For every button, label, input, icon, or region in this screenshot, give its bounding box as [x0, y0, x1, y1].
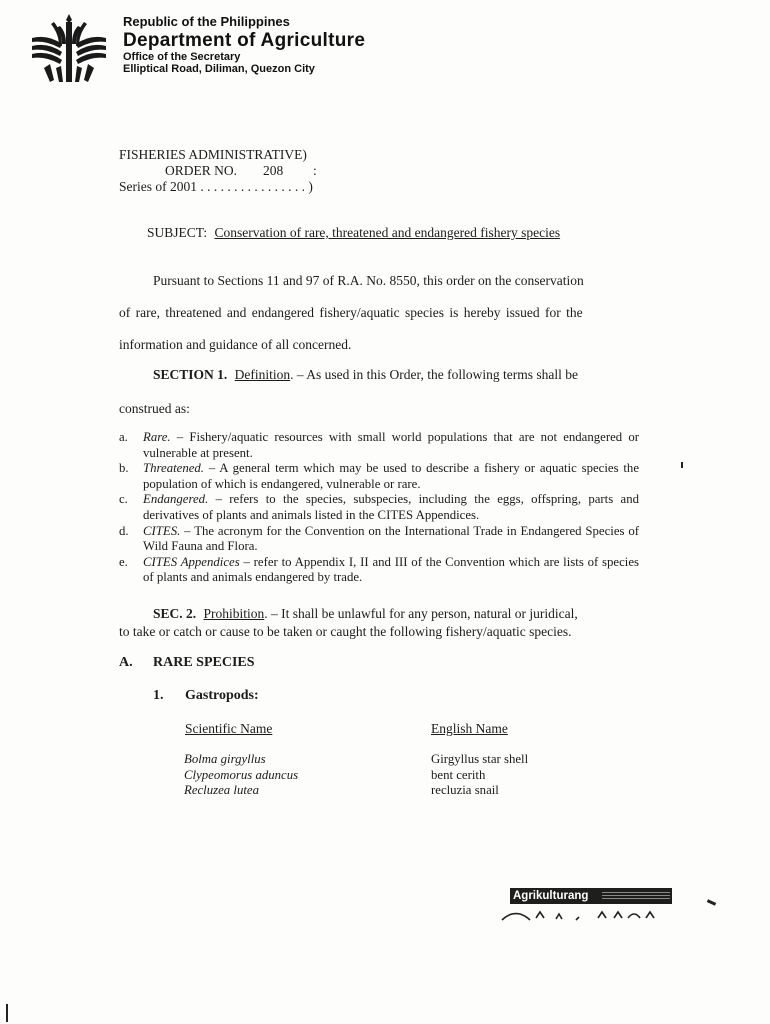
order-number-label: ORDER NO.: [165, 163, 238, 178]
english-name-column: [431, 752, 528, 799]
english-name-header: English Name: [431, 721, 508, 736]
letterhead-republic: Republic of the Philippines: [123, 14, 290, 29]
badge-script-decoration: [500, 906, 670, 924]
subject-line: [147, 225, 560, 241]
gastropods-number: 1.: [153, 688, 164, 703]
definition-text: – refers to the species, subspecies, including the eggs, offspring, parts and derivatives of plants and animals listed in the CITES Appendices.: [143, 492, 639, 522]
list-marker: e.: [119, 554, 128, 569]
section-2-number: SEC. 2.: [153, 606, 197, 621]
table-row: bent cerith: [431, 767, 486, 782]
definition-term: CITES Appendices: [143, 554, 240, 569]
section-2-continuation: to take or catch or cause to be taken or caught the following fishery/aquatic species.: [119, 624, 572, 639]
preamble-line-3: information and guidance of all concerned.: [119, 337, 352, 352]
definition-text: – The acronym for the Convention on the International Trade in Endangered Species of Wild Fauna and Flora.: [143, 523, 639, 554]
table-row: Recluzea lutea: [184, 783, 259, 797]
badge-label: Agrikulturang: [513, 890, 589, 902]
section-1-continuation: construed as:: [119, 401, 190, 416]
list-item: [119, 430, 639, 461]
scan-mark: [707, 899, 716, 906]
list-item: [119, 461, 639, 492]
section-2-heading: [153, 606, 578, 622]
preamble-line-1: Pursuant to Sections 11 and 97 of R.A. No. 8550, this order on the conservation: [153, 273, 584, 288]
order-number: 208: [263, 163, 284, 178]
section-1-text: . – As used in this Order, the following terms shall be: [290, 367, 578, 382]
rare-species-title: RARE SPECIES: [153, 655, 255, 670]
list-item: [119, 555, 639, 586]
definition-term: Endangered.: [143, 492, 209, 507]
scan-mark: [681, 462, 683, 468]
scan-mark: [6, 1004, 8, 1022]
department-seal-logo: [30, 12, 108, 84]
gastropods-title: Gastropods:: [185, 688, 259, 703]
table-row: recluzia snail: [431, 783, 499, 797]
list-item: [119, 492, 639, 523]
list-marker: b.: [119, 461, 129, 476]
order-colon: :: [313, 163, 317, 178]
subject-label: SUBJECT:: [147, 225, 208, 240]
scientific-name-header: Scientific Name: [185, 721, 273, 736]
scientific-name-column: [184, 752, 298, 799]
section-1-heading: [153, 367, 578, 383]
table-row: Clypeomorus aduncus: [184, 767, 299, 782]
list-marker: c.: [119, 492, 128, 507]
list-item: [119, 524, 639, 555]
table-row: Girgyllus star shell: [431, 752, 529, 766]
definition-text: – A general term which may be used to describe a fishery or aquatic species the population of which is endangered, vulnerable or rare.: [143, 461, 639, 491]
definition-text: – Fishery/aquatic resources with small world populations that are not endangered or vulnerable at present.: [143, 430, 639, 460]
definition-term: Rare.: [143, 430, 171, 444]
agrikulturang-badge: [510, 888, 672, 904]
definition-text: – refer to Appendix I, II and III of the Convention which are lists of species of plants and animals endangered by trade.: [143, 554, 639, 585]
section-1-number: SECTION 1.: [153, 367, 228, 382]
letterhead-office: Office of the Secretary: [123, 51, 241, 63]
table-row: Bolma girgyllus: [184, 752, 266, 766]
list-marker: a.: [119, 430, 128, 444]
letterhead-address: Elliptical Road, Diliman, Quezon City: [123, 63, 315, 75]
definition-term: Threatened.: [143, 461, 205, 476]
section-1-title: Definition: [234, 367, 291, 382]
letterhead-department: Department of Agriculture: [123, 30, 366, 51]
subject-text: Conservation of rare, threatened and endangered fishery species: [214, 225, 561, 240]
definitions-list: [119, 430, 639, 586]
section-2-text: . – It shall be unlawful for any person, natural or juridical,: [264, 606, 578, 621]
order-title-line: FISHERIES ADMINISTRATIVE): [119, 147, 307, 162]
rare-species-marker: A.: [119, 655, 133, 670]
list-marker: d.: [119, 523, 129, 538]
section-2-title: Prohibition: [203, 606, 265, 621]
preamble-line-2: of rare, threatened and endangered fishery/aquatic species is hereby issued for the: [119, 305, 583, 320]
definition-term: CITES.: [143, 523, 181, 538]
order-series: Series of 2001 . . . . . . . . . . . . . . . . ): [119, 179, 313, 194]
badge-stripes: [602, 892, 670, 900]
